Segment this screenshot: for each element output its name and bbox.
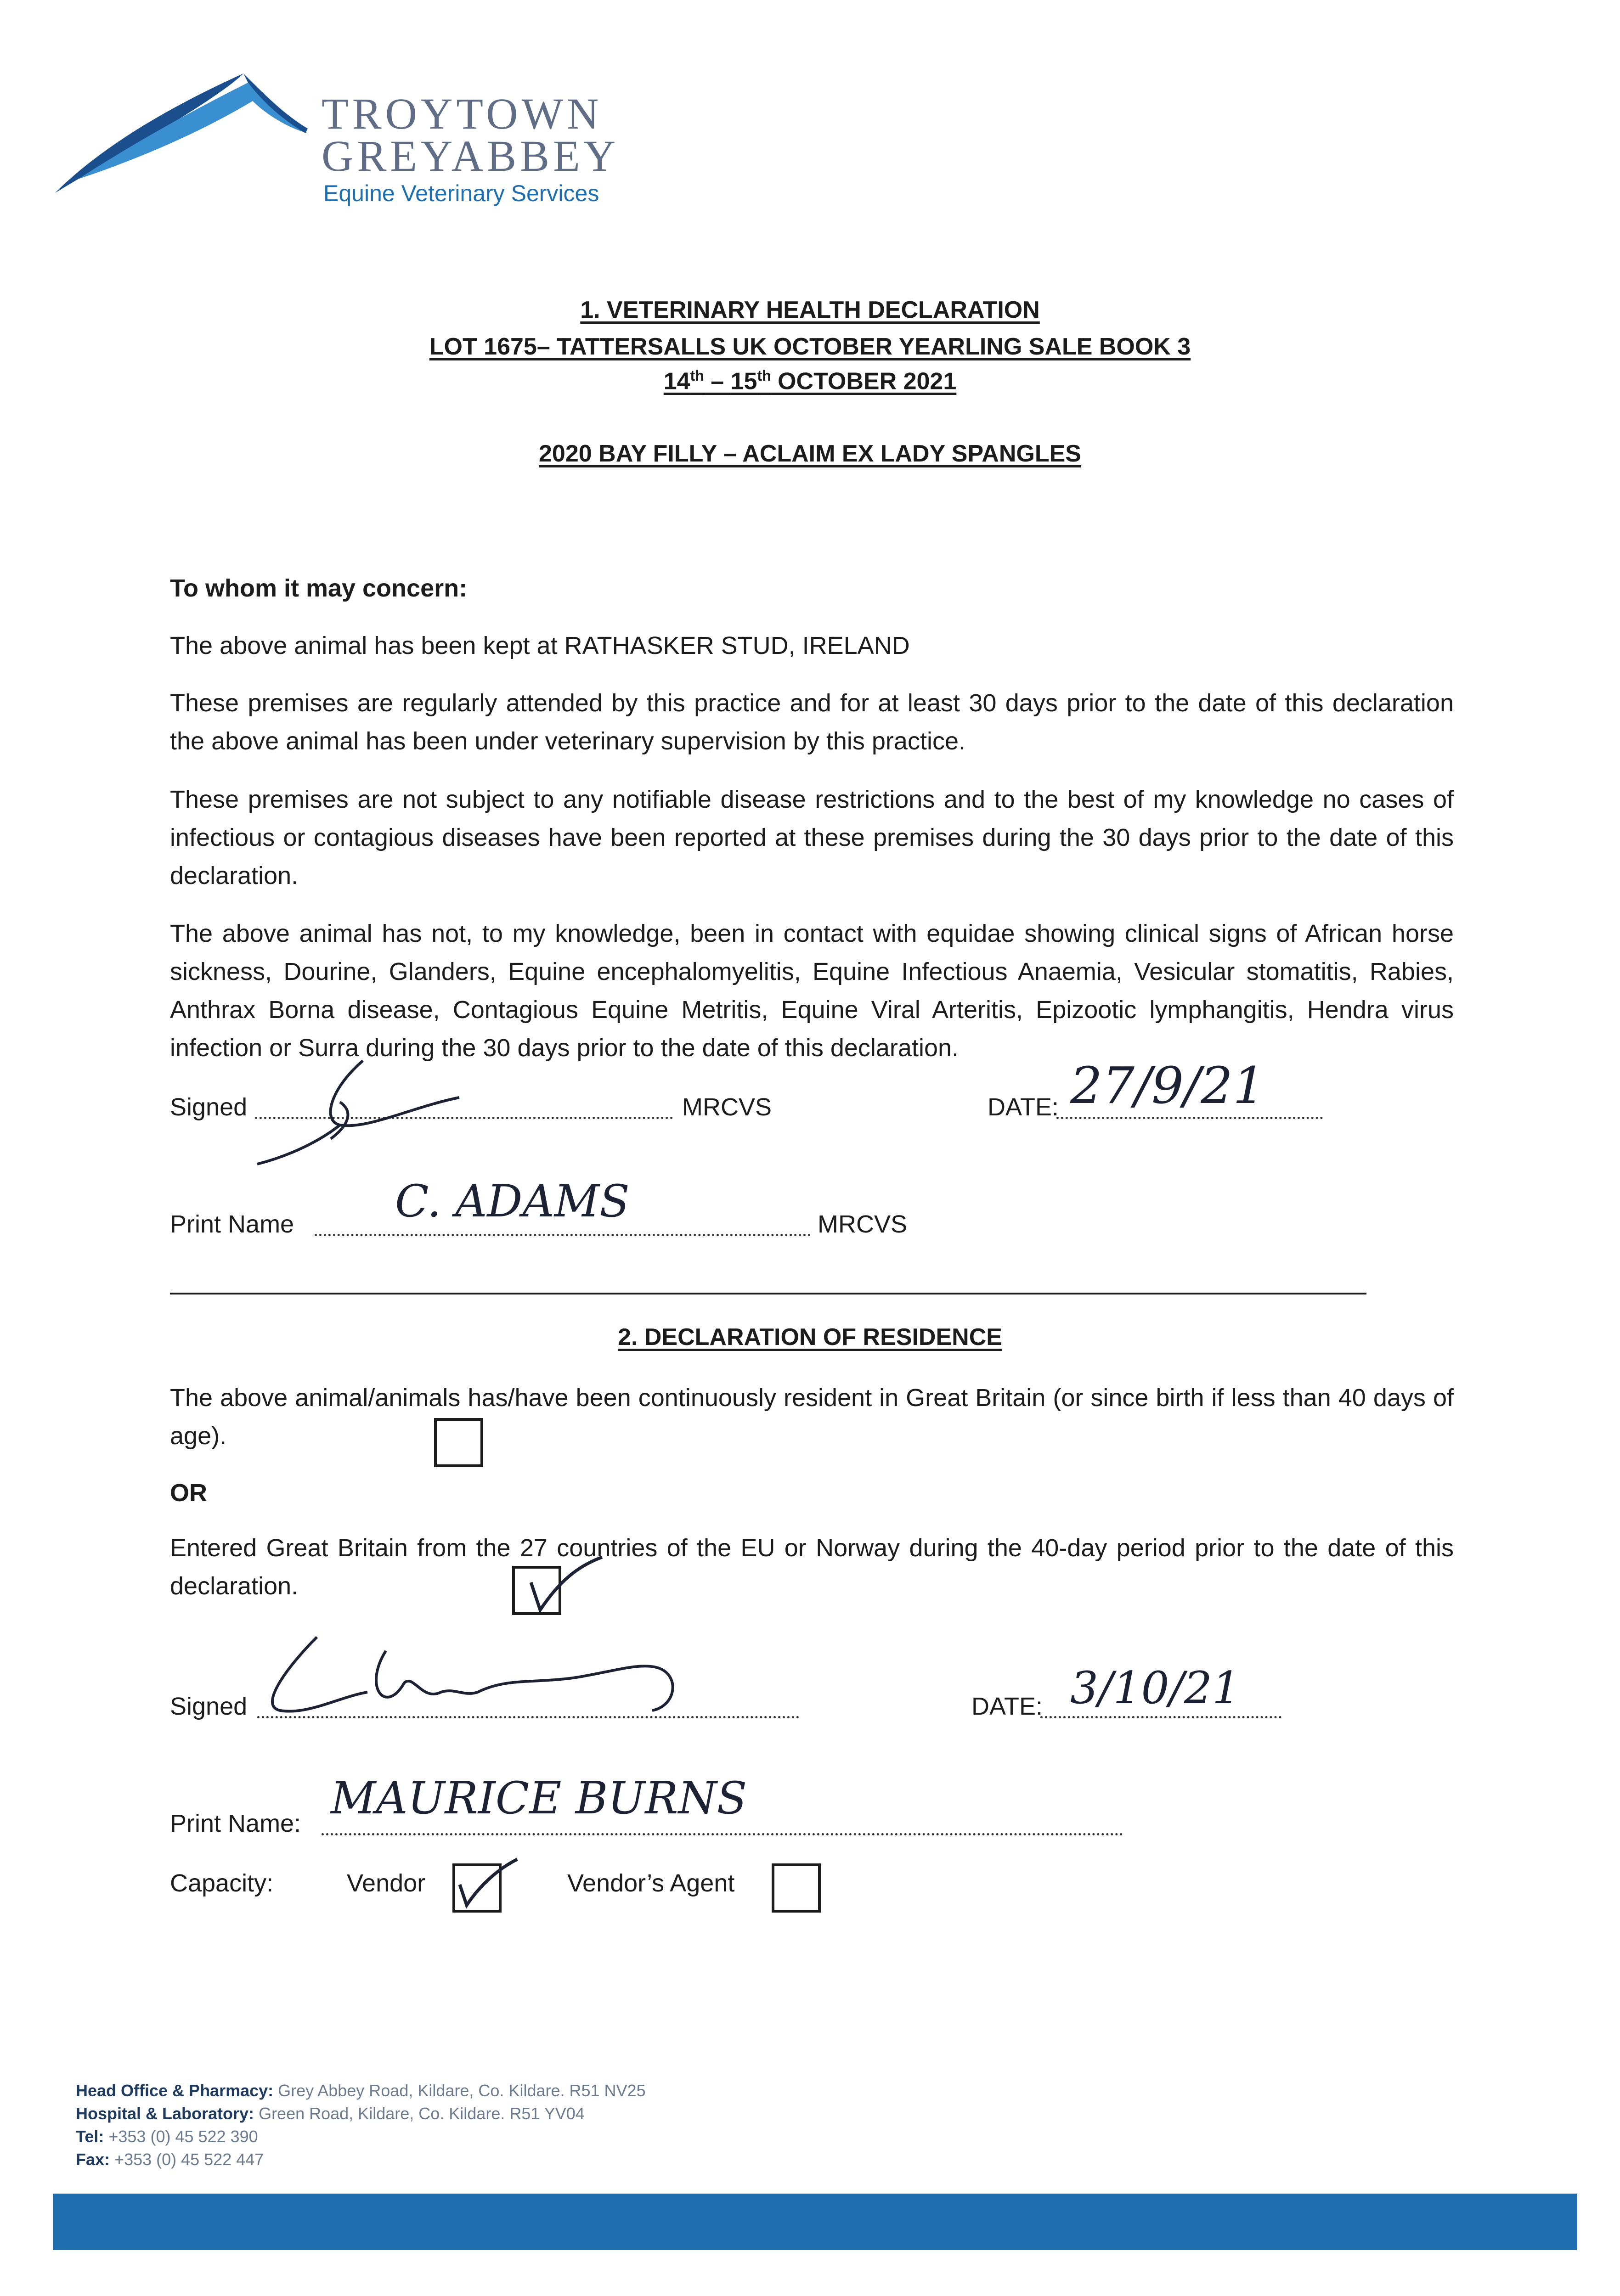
vendors-agent-label: Vendor’s Agent bbox=[567, 1869, 735, 1897]
vendor-date-value: 3/10/21 bbox=[1070, 1662, 1241, 1714]
vet-date-value: 27/9/21 bbox=[1070, 1056, 1265, 1115]
logo-tagline: Equine Veterinary Services bbox=[323, 180, 599, 206]
vet-print-mrcvs-label: MRCVS bbox=[818, 1210, 908, 1238]
premises-paragraph: The above animal has been kept at RATHASKER STUD, IRELAND bbox=[170, 632, 910, 659]
vendors-agent-checkbox[interactable] bbox=[772, 1863, 821, 1913]
check-icon bbox=[453, 1848, 522, 1912]
sale-dates: 14th – 15th OCTOBER 2021 bbox=[663, 367, 957, 395]
capacity-label: Capacity: bbox=[170, 1869, 274, 1897]
vendor-signed-label: Signed bbox=[170, 1693, 248, 1720]
logo-line1: TROYTOWN bbox=[322, 89, 603, 138]
footer-hospital: Hospital & Laboratory: Green Road, Kildare, Co. Kildare. R51 YV04 bbox=[76, 2104, 585, 2123]
vendor-label: Vendor bbox=[347, 1869, 426, 1897]
logo-line2: GREYABBEY bbox=[322, 131, 620, 180]
vet-signed-label: Signed bbox=[170, 1093, 248, 1121]
footer-head-office: Head Office & Pharmacy: Grey Abbey Road, Kildare, Co. Kildare. R51 NV25 bbox=[76, 2081, 646, 2100]
contact-diseases-paragraph: The above animal has not, to my knowledge, been in contact with equidae showing clinical signs of African horse sickness, Dourine, Glanders, Equine encephalomyelitis, Equine Infectious Anaemia, Vesicular stomatitis, Rabies, Anthrax Borna disease, Contagious Equine Metritis, Equine Viral Arteritis, Epizootic lymphangitis, Hendra virus infection or Surra during the 30 days prior to the date of this declaration. bbox=[170, 920, 1454, 1062]
supervision-paragraph: These premises are regularly attended by this practice and for at least 30 days prior to the date of this declaration the above animal has been under veterinary supervision by this practice. bbox=[170, 689, 1454, 755]
section1-heading: 1. VETERINARY HEALTH DECLARATION bbox=[580, 297, 1040, 323]
section-divider bbox=[170, 1293, 1366, 1294]
horse-description: 2020 BAY FILLY – ACLAIM EX LADY SPANGLES bbox=[539, 440, 1081, 467]
residence-option1: The above animal/animals has/have been continuously resident in Great Britain (or since birth if less than 40 days of age). bbox=[170, 1384, 1454, 1450]
vendor-checkbox[interactable] bbox=[452, 1863, 502, 1913]
lot-line: LOT 1675– TATTERSALLS UK OCTOBER YEARLING SALE BOOK 3 bbox=[429, 333, 1191, 360]
vet-date-label: DATE: bbox=[988, 1093, 1059, 1121]
footer-color-bar bbox=[53, 2194, 1577, 2250]
vendor-print-name-line bbox=[322, 1833, 1123, 1835]
salutation: To whom it may concern: bbox=[170, 574, 468, 602]
footer-fax: Fax: +353 (0) 45 522 447 bbox=[76, 2150, 264, 2169]
vendor-print-name-label: Print Name: bbox=[170, 1810, 301, 1837]
vendor-print-name-value: MAURICE BURNS bbox=[331, 1773, 747, 1824]
vendor-signature bbox=[248, 1623, 717, 1729]
check-icon bbox=[513, 1541, 604, 1619]
vet-print-name-label: Print Name bbox=[170, 1210, 294, 1238]
residence-option2: Entered Great Britain from the 27 countries of the EU or Norway during the 40-day period prior to the date of this declaration. bbox=[170, 1534, 1454, 1600]
residence-option1-checkbox[interactable] bbox=[434, 1418, 483, 1467]
or-label: OR bbox=[170, 1479, 207, 1507]
vendor-date-label: DATE: bbox=[971, 1693, 1043, 1720]
vet-signature bbox=[248, 1052, 469, 1171]
company-logo bbox=[51, 64, 625, 211]
vet-mrcvs-label: MRCVS bbox=[682, 1093, 772, 1121]
residence-option2-checkbox[interactable] bbox=[512, 1566, 561, 1615]
vet-date-line bbox=[1056, 1117, 1323, 1119]
vet-print-name-line bbox=[315, 1234, 811, 1236]
swoosh-logo-icon bbox=[51, 64, 308, 202]
disease-restrictions-paragraph: These premises are not subject to any notifiable disease restrictions and to the best of my knowledge no cases of infectious or contagious diseases have been reported at these premises during the 30 days prior to the date of this declaration. bbox=[170, 786, 1454, 889]
section2-heading: 2. DECLARATION OF RESIDENCE bbox=[618, 1324, 1002, 1351]
vet-print-name-value: C. ADAMS bbox=[395, 1176, 630, 1227]
vendor-date-line bbox=[1040, 1716, 1281, 1718]
footer-tel: Tel: +353 (0) 45 522 390 bbox=[76, 2127, 258, 2146]
